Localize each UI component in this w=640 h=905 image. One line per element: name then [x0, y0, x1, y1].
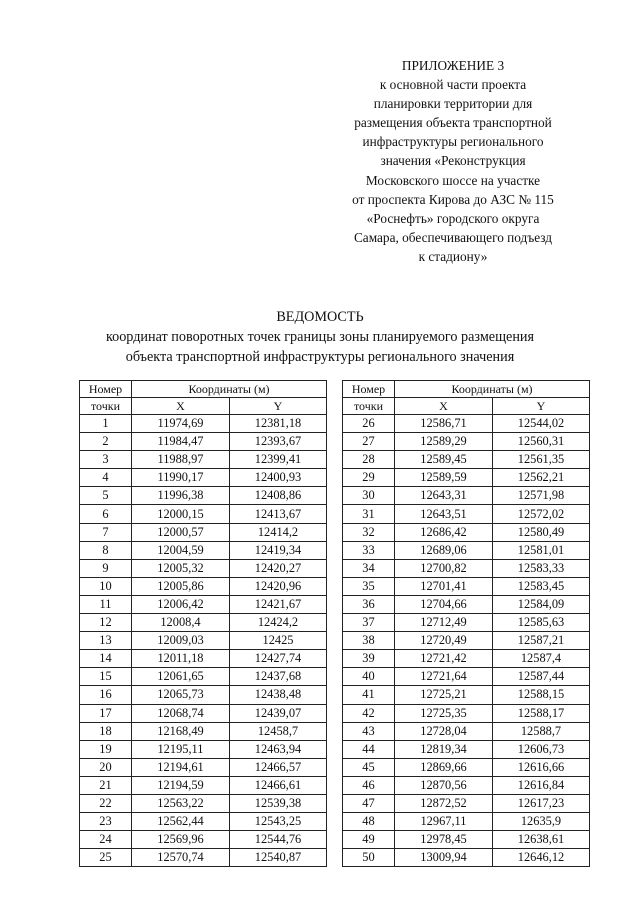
x-coordinate-cell: 12168,49	[132, 722, 230, 740]
document-title	[0, 307, 640, 367]
x-coordinate-cell: 12009,03	[132, 632, 230, 650]
y-coordinate-cell: 12580,49	[493, 523, 590, 541]
table-row	[343, 415, 590, 433]
header-number-line2: точки	[80, 398, 132, 415]
point-number-cell: 37	[343, 614, 395, 632]
table-row	[80, 469, 327, 487]
table-row	[343, 433, 590, 451]
table-row	[343, 577, 590, 595]
table-row	[80, 794, 327, 812]
y-coordinate-cell: 12616,66	[493, 758, 590, 776]
x-coordinate-cell: 12725,35	[395, 704, 493, 722]
header-x: X	[132, 398, 230, 415]
x-coordinate-cell: 12589,45	[395, 451, 493, 469]
table-row	[343, 559, 590, 577]
point-number-cell: 47	[343, 794, 395, 812]
x-coordinate-cell: 12720,49	[395, 632, 493, 650]
table-row	[80, 632, 327, 650]
coordinates-table-right	[342, 380, 590, 867]
point-number-cell: 39	[343, 650, 395, 668]
point-number-cell: 35	[343, 577, 395, 595]
table-row	[343, 740, 590, 758]
table-row	[343, 451, 590, 469]
appendix-line: «Роснефть» городского округа	[366, 210, 540, 226]
title-heading: ВЕДОМОСТЬ	[276, 309, 364, 325]
table-row	[80, 704, 327, 722]
table-row	[80, 813, 327, 831]
point-number-cell: 28	[343, 451, 395, 469]
y-coordinate-cell: 12413,67	[230, 505, 327, 523]
x-coordinate-cell: 12562,44	[132, 813, 230, 831]
x-coordinate-cell: 12005,32	[132, 559, 230, 577]
point-number-cell: 17	[80, 704, 132, 722]
y-coordinate-cell: 12572,02	[493, 505, 590, 523]
point-number-cell: 27	[343, 433, 395, 451]
y-coordinate-cell: 12420,27	[230, 559, 327, 577]
point-number-cell: 21	[80, 776, 132, 794]
header-x: X	[395, 398, 493, 415]
x-coordinate-cell: 12006,42	[132, 595, 230, 613]
x-coordinate-cell: 12725,21	[395, 686, 493, 704]
appendix-line: размещения объекта транспортной	[354, 115, 552, 131]
y-coordinate-cell: 12539,38	[230, 794, 327, 812]
table-row	[343, 722, 590, 740]
point-number-cell: 3	[80, 451, 132, 469]
x-coordinate-cell: 12000,57	[132, 523, 230, 541]
table-row	[343, 632, 590, 650]
table-row	[343, 541, 590, 559]
appendix-line: Самара, обеспечивающего подъезд	[353, 229, 553, 245]
title-line-2: объекта транспортной инфраструктуры регионального значения	[125, 349, 515, 365]
y-coordinate-cell: 12458,7	[230, 722, 327, 740]
table-body	[343, 415, 590, 867]
point-number-cell: 22	[80, 794, 132, 812]
header-number-line1: Номер	[80, 381, 132, 398]
y-coordinate-cell: 12421,67	[230, 595, 327, 613]
point-number-cell: 48	[343, 813, 395, 831]
table-row	[80, 541, 327, 559]
appendix-line: инфраструктуры регионального	[362, 134, 544, 150]
table-row	[343, 849, 590, 867]
point-number-cell: 9	[80, 559, 132, 577]
point-number-cell: 43	[343, 722, 395, 740]
table-row	[80, 487, 327, 505]
point-number-cell: 32	[343, 523, 395, 541]
table-row	[80, 523, 327, 541]
x-coordinate-cell: 12563,22	[132, 794, 230, 812]
x-coordinate-cell: 11984,47	[132, 433, 230, 451]
x-coordinate-cell: 12569,96	[132, 831, 230, 849]
header-y: Y	[493, 398, 590, 415]
y-coordinate-cell: 12408,86	[230, 487, 327, 505]
table-row	[343, 794, 590, 812]
appendix-line: к основной части проекта	[379, 77, 527, 93]
point-number-cell: 25	[80, 849, 132, 867]
y-coordinate-cell: 12400,93	[230, 469, 327, 487]
appendix-line: планировки территории для	[373, 96, 533, 112]
point-number-cell: 20	[80, 758, 132, 776]
point-number-cell: 40	[343, 668, 395, 686]
x-coordinate-cell: 12589,29	[395, 433, 493, 451]
appendix-line: ПРИЛОЖЕНИЕ 3	[401, 58, 505, 73]
table-row	[80, 831, 327, 849]
x-coordinate-cell: 12586,71	[395, 415, 493, 433]
y-coordinate-cell: 12581,01	[493, 541, 590, 559]
x-coordinate-cell: 12195,11	[132, 740, 230, 758]
table-row	[343, 505, 590, 523]
y-coordinate-cell: 12587,44	[493, 668, 590, 686]
table-row	[343, 487, 590, 505]
point-number-cell: 38	[343, 632, 395, 650]
point-number-cell: 30	[343, 487, 395, 505]
point-number-cell: 46	[343, 776, 395, 794]
y-coordinate-cell: 12561,35	[493, 451, 590, 469]
point-number-cell: 2	[80, 433, 132, 451]
table-row	[343, 595, 590, 613]
point-number-cell: 19	[80, 740, 132, 758]
x-coordinate-cell: 11990,17	[132, 469, 230, 487]
x-coordinate-cell: 12869,66	[395, 758, 493, 776]
point-number-cell: 5	[80, 487, 132, 505]
x-coordinate-cell: 12721,64	[395, 668, 493, 686]
table-row	[80, 686, 327, 704]
point-number-cell: 26	[343, 415, 395, 433]
table-row	[80, 614, 327, 632]
y-coordinate-cell: 12427,74	[230, 650, 327, 668]
table-row	[80, 849, 327, 867]
x-coordinate-cell: 12643,31	[395, 487, 493, 505]
table-row	[343, 668, 590, 686]
point-number-cell: 18	[80, 722, 132, 740]
y-coordinate-cell: 12583,45	[493, 577, 590, 595]
table-row	[343, 469, 590, 487]
x-coordinate-cell: 11996,38	[132, 487, 230, 505]
point-number-cell: 14	[80, 650, 132, 668]
y-coordinate-cell: 12425	[230, 632, 327, 650]
appendix-line: к стадиону»	[418, 248, 488, 264]
y-coordinate-cell: 12414,2	[230, 523, 327, 541]
x-coordinate-cell: 12978,45	[395, 831, 493, 849]
point-number-cell: 4	[80, 469, 132, 487]
table-row	[343, 614, 590, 632]
y-coordinate-cell: 12419,34	[230, 541, 327, 559]
x-coordinate-cell: 12008,4	[132, 614, 230, 632]
table-row	[80, 577, 327, 595]
y-coordinate-cell: 12466,57	[230, 758, 327, 776]
table-row	[80, 415, 327, 433]
y-coordinate-cell: 12437,68	[230, 668, 327, 686]
x-coordinate-cell: 12686,42	[395, 523, 493, 541]
y-coordinate-cell: 12439,07	[230, 704, 327, 722]
point-number-cell: 12	[80, 614, 132, 632]
y-coordinate-cell: 12588,15	[493, 686, 590, 704]
y-coordinate-cell: 12584,09	[493, 595, 590, 613]
y-coordinate-cell: 12438,48	[230, 686, 327, 704]
table-row	[343, 686, 590, 704]
appendix-line: значения «Реконструкция	[380, 153, 526, 169]
appendix-line: от проспекта Кирова до АЗС № 115	[352, 191, 554, 207]
x-coordinate-cell: 11988,97	[132, 451, 230, 469]
y-coordinate-cell: 12587,4	[493, 650, 590, 668]
y-coordinate-cell: 12571,98	[493, 487, 590, 505]
x-coordinate-cell: 12712,49	[395, 614, 493, 632]
table-row	[80, 595, 327, 613]
y-coordinate-cell: 12583,33	[493, 559, 590, 577]
point-number-cell: 8	[80, 541, 132, 559]
y-coordinate-cell: 12399,41	[230, 451, 327, 469]
table-row	[343, 523, 590, 541]
x-coordinate-cell: 12005,86	[132, 577, 230, 595]
y-coordinate-cell: 12381,18	[230, 415, 327, 433]
x-coordinate-cell: 12194,59	[132, 776, 230, 794]
y-coordinate-cell: 12543,25	[230, 813, 327, 831]
table-row	[80, 559, 327, 577]
y-coordinate-cell: 12646,12	[493, 849, 590, 867]
x-coordinate-cell: 12872,52	[395, 794, 493, 812]
table-body	[80, 415, 327, 867]
x-coordinate-cell: 12728,04	[395, 722, 493, 740]
header-coordinates: Координаты (м)	[132, 381, 327, 398]
y-coordinate-cell: 12560,31	[493, 433, 590, 451]
point-number-cell: 34	[343, 559, 395, 577]
x-coordinate-cell: 12701,41	[395, 577, 493, 595]
y-coordinate-cell: 12635,9	[493, 813, 590, 831]
x-coordinate-cell: 12065,73	[132, 686, 230, 704]
y-coordinate-cell: 12562,21	[493, 469, 590, 487]
table-row	[80, 433, 327, 451]
y-coordinate-cell: 12393,67	[230, 433, 327, 451]
point-number-cell: 33	[343, 541, 395, 559]
header-coordinates: Координаты (м)	[395, 381, 590, 398]
point-number-cell: 16	[80, 686, 132, 704]
x-coordinate-cell: 12000,15	[132, 505, 230, 523]
table-row	[343, 813, 590, 831]
x-coordinate-cell: 12589,59	[395, 469, 493, 487]
y-coordinate-cell: 12616,84	[493, 776, 590, 794]
point-number-cell: 36	[343, 595, 395, 613]
point-number-cell: 23	[80, 813, 132, 831]
point-number-cell: 6	[80, 505, 132, 523]
table-row	[80, 505, 327, 523]
x-coordinate-cell: 12194,61	[132, 758, 230, 776]
y-coordinate-cell: 12585,63	[493, 614, 590, 632]
point-number-cell: 44	[343, 740, 395, 758]
x-coordinate-cell: 12870,56	[395, 776, 493, 794]
x-coordinate-cell: 12068,74	[132, 704, 230, 722]
y-coordinate-cell: 12588,7	[493, 722, 590, 740]
x-coordinate-cell: 13009,94	[395, 849, 493, 867]
table-row	[343, 758, 590, 776]
x-coordinate-cell: 12721,42	[395, 650, 493, 668]
x-coordinate-cell: 12011,18	[132, 650, 230, 668]
table-row	[343, 776, 590, 794]
y-coordinate-cell: 12544,76	[230, 831, 327, 849]
x-coordinate-cell: 12570,74	[132, 849, 230, 867]
table-row	[80, 650, 327, 668]
table-row	[80, 776, 327, 794]
x-coordinate-cell: 12061,65	[132, 668, 230, 686]
point-number-cell: 13	[80, 632, 132, 650]
point-number-cell: 49	[343, 831, 395, 849]
title-line-1: координат поворотных точек границы зоны планируемого размещения	[105, 329, 535, 345]
x-coordinate-cell: 12819,34	[395, 740, 493, 758]
y-coordinate-cell: 12588,17	[493, 704, 590, 722]
y-coordinate-cell: 12463,94	[230, 740, 327, 758]
table-row	[80, 740, 327, 758]
y-coordinate-cell: 12466,61	[230, 776, 327, 794]
x-coordinate-cell: 12700,82	[395, 559, 493, 577]
point-number-cell: 31	[343, 505, 395, 523]
header-y: Y	[230, 398, 327, 415]
point-number-cell: 45	[343, 758, 395, 776]
header-number-line2: точки	[343, 398, 395, 415]
table-row	[80, 758, 327, 776]
x-coordinate-cell: 12004,59	[132, 541, 230, 559]
x-coordinate-cell: 11974,69	[132, 415, 230, 433]
header-number-line1: Номер	[343, 381, 395, 398]
point-number-cell: 41	[343, 686, 395, 704]
point-number-cell: 29	[343, 469, 395, 487]
point-number-cell: 15	[80, 668, 132, 686]
point-number-cell: 10	[80, 577, 132, 595]
point-number-cell: 24	[80, 831, 132, 849]
coordinates-table-left	[79, 380, 327, 867]
appendix-line: Московского шоссе на участке	[365, 172, 541, 188]
point-number-cell: 42	[343, 704, 395, 722]
point-number-cell: 50	[343, 849, 395, 867]
appendix-header	[300, 56, 606, 266]
table-row	[343, 650, 590, 668]
y-coordinate-cell: 12638,61	[493, 831, 590, 849]
y-coordinate-cell: 12540,87	[230, 849, 327, 867]
point-number-cell: 1	[80, 415, 132, 433]
table-row	[80, 722, 327, 740]
x-coordinate-cell: 12967,11	[395, 813, 493, 831]
y-coordinate-cell: 12544,02	[493, 415, 590, 433]
point-number-cell: 11	[80, 595, 132, 613]
y-coordinate-cell: 12587,21	[493, 632, 590, 650]
x-coordinate-cell: 12643,51	[395, 505, 493, 523]
table-row	[80, 451, 327, 469]
table-row	[80, 668, 327, 686]
x-coordinate-cell: 12704,66	[395, 595, 493, 613]
table-row	[343, 704, 590, 722]
y-coordinate-cell: 12617,23	[493, 794, 590, 812]
point-number-cell: 7	[80, 523, 132, 541]
x-coordinate-cell: 12689,06	[395, 541, 493, 559]
y-coordinate-cell: 12420,96	[230, 577, 327, 595]
y-coordinate-cell: 12424,2	[230, 614, 327, 632]
y-coordinate-cell: 12606,73	[493, 740, 590, 758]
table-row	[343, 831, 590, 849]
